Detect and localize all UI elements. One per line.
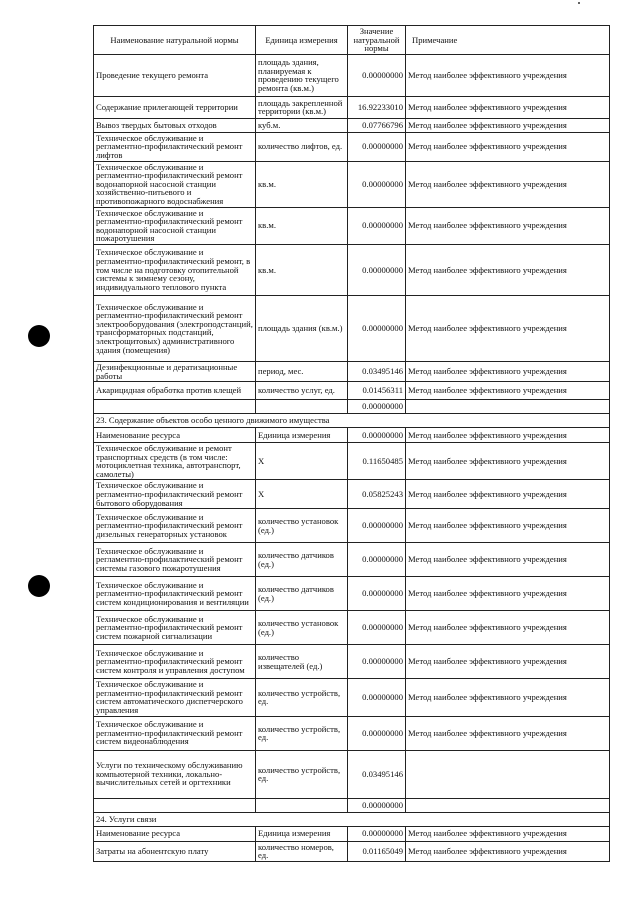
row-value: 0.07766796 xyxy=(348,118,406,132)
row-note: Метод наиболее эффективного учреждения xyxy=(406,611,610,645)
row-unit: количество услуг, ед. xyxy=(256,382,348,400)
section-title-row xyxy=(94,414,610,428)
punch-hole-top xyxy=(28,325,50,347)
table-row xyxy=(94,826,610,841)
row-unit: количество датчиков (ед.) xyxy=(256,577,348,611)
row-name: Техническое обслуживание и регламентно-профилактический ремонт систем пожарной сигнализации xyxy=(94,611,256,645)
row-value: 0.05825243 xyxy=(348,480,406,509)
row-unit xyxy=(256,798,348,812)
scan-speck xyxy=(578,2,580,4)
row-value: 0.11650485 xyxy=(348,443,406,480)
row-name: Вывоз твердых бытовых отходов xyxy=(94,118,256,132)
row-note: Метод наиболее эффективного учреждения xyxy=(406,161,610,207)
row-value: 0.00000000 xyxy=(348,207,406,244)
row-note: Метод наиболее эффективного учреждения xyxy=(406,645,610,679)
table-row xyxy=(94,611,610,645)
row-unit: количество установок (ед.) xyxy=(256,509,348,543)
row-name: Техническое обслуживание и регламентно-профилактический ремонт бытового оборудования xyxy=(94,480,256,509)
row-name: Дезинфекционные и дератизационные работы xyxy=(94,361,256,381)
row-unit: количество номеров, ед. xyxy=(256,841,348,861)
row-value: 0.01456311 xyxy=(348,382,406,400)
row-value: 16.92233010 xyxy=(348,96,406,118)
row-unit: количество устройств, ед. xyxy=(256,679,348,716)
row-name xyxy=(94,798,256,812)
table-row xyxy=(94,716,610,750)
row-note: Метод наиболее эффективного учреждения xyxy=(406,244,610,295)
row-value: 0.03495146 xyxy=(348,750,406,798)
table-row xyxy=(94,361,610,381)
row-note: Метод наиболее эффективного учреждения xyxy=(406,295,610,361)
table-row xyxy=(94,679,610,716)
header-note: Примечание xyxy=(406,26,610,55)
row-name: Наименование ресурса xyxy=(94,826,256,841)
row-note: Метод наиболее эффективного учреждения xyxy=(406,443,610,480)
row-unit: кв.м. xyxy=(256,161,348,207)
row-name: Техническое обслуживание и регламентно-профилактический ремонт водонапорной насосной станции хозяйственно-питьевого и противопожарного водоснабжения xyxy=(94,161,256,207)
row-value: 0.00000000 xyxy=(348,543,406,577)
section-title: 23. Содержание объектов особо ценного движимого имущества xyxy=(94,414,610,428)
table-row xyxy=(94,244,610,295)
table-row xyxy=(94,443,610,480)
row-note: Метод наиболее эффективного учреждения xyxy=(406,382,610,400)
row-unit: площадь здания (кв.м.) xyxy=(256,295,348,361)
table-row xyxy=(94,54,610,96)
table-row xyxy=(94,400,610,414)
table-row xyxy=(94,295,610,361)
row-unit: площадь закрепленной территории (кв.м.) xyxy=(256,96,348,118)
row-name: Техническое обслуживание и регламентно-профилактический ремонт систем кондиционирования и вентиляции xyxy=(94,577,256,611)
row-note: Метод наиболее эффективного учреждения xyxy=(406,361,610,381)
row-value: 0.00000000 xyxy=(348,577,406,611)
table-row xyxy=(94,161,610,207)
row-note: Метод наиболее эффективного учреждения xyxy=(406,841,610,861)
row-note: Метод наиболее эффективного учреждения xyxy=(406,826,610,841)
row-value: 0.00000000 xyxy=(348,161,406,207)
row-value: 0.00000000 xyxy=(348,244,406,295)
row-value: 0.00000000 xyxy=(348,295,406,361)
row-name xyxy=(94,400,256,414)
row-unit xyxy=(256,400,348,414)
row-value: 0.00000000 xyxy=(348,679,406,716)
row-name: Техническое обслуживание и регламентно-профилактический ремонт лифтов xyxy=(94,132,256,161)
norms-table xyxy=(93,25,610,862)
row-value: 0.00000000 xyxy=(348,716,406,750)
row-value: 0.00000000 xyxy=(348,428,406,443)
row-name: Техническое обслуживание и регламентно-профилактический ремонт систем автоматического диспетчерского управления xyxy=(94,679,256,716)
row-note xyxy=(406,750,610,798)
row-note xyxy=(406,798,610,812)
table-row xyxy=(94,841,610,861)
row-name: Услуги по техническому обслуживанию компьютерной техники, локально-вычислительных сетей и оргтехники xyxy=(94,750,256,798)
row-value: 0.00000000 xyxy=(348,798,406,812)
header-name: Наименование натуральной нормы xyxy=(94,26,256,55)
row-unit: количество устройств, ед. xyxy=(256,716,348,750)
row-note: Метод наиболее эффективного учреждения xyxy=(406,132,610,161)
row-name: Наименование ресурса xyxy=(94,428,256,443)
table-row xyxy=(94,480,610,509)
row-name: Техническое обслуживание и регламентно-профилактический ремонт водонапорной насосной станции пожаротушения xyxy=(94,207,256,244)
row-unit: X xyxy=(256,443,348,480)
row-note: Метод наиболее эффективного учреждения xyxy=(406,577,610,611)
row-note: Метод наиболее эффективного учреждения xyxy=(406,679,610,716)
row-name: Техническое обслуживание и регламентно-профилактический ремонт электрооборудования (электроподстанций, трансформаторных подстанций, электрощитовых) административного здания (помещения) xyxy=(94,295,256,361)
row-name: Содержание прилегающей территории xyxy=(94,96,256,118)
row-unit: период, мес. xyxy=(256,361,348,381)
header-value: Значение натуральной нормы xyxy=(348,26,406,55)
row-name: Техническое обслуживание и регламентно-профилактический ремонт, в том числе на подготовку отопительной системы к зимнему сезону, индивидуального теплового пункта xyxy=(94,244,256,295)
row-note: Метод наиболее эффективного учреждения xyxy=(406,96,610,118)
row-unit: количество датчиков (ед.) xyxy=(256,543,348,577)
table-row xyxy=(94,543,610,577)
table-header-row xyxy=(94,26,610,55)
row-unit: Единица измерения xyxy=(256,428,348,443)
section-title: 24. Услуги связи xyxy=(94,812,610,826)
row-note: Метод наиболее эффективного учреждения xyxy=(406,509,610,543)
row-value: 0.00000000 xyxy=(348,645,406,679)
header-unit: Единица измерения xyxy=(256,26,348,55)
row-note xyxy=(406,400,610,414)
row-note: Метод наиболее эффективного учреждения xyxy=(406,54,610,96)
row-name: Техническое обслуживание и регламентно-профилактический ремонт систем контроля и управления доступом xyxy=(94,645,256,679)
row-name: Затраты на абонентскую плату xyxy=(94,841,256,861)
row-value: 0.00000000 xyxy=(348,400,406,414)
row-value: 0.00000000 xyxy=(348,826,406,841)
row-value: 0.00000000 xyxy=(348,611,406,645)
row-note: Метод наиболее эффективного учреждения xyxy=(406,118,610,132)
section-title-row xyxy=(94,812,610,826)
table-row xyxy=(94,577,610,611)
row-note: Метод наиболее эффективного учреждения xyxy=(406,428,610,443)
row-name: Техническое обслуживание и регламентно-профилактический ремонт системы газового пожаротушения xyxy=(94,543,256,577)
row-unit: количество устройств, ед. xyxy=(256,750,348,798)
row-note: Метод наиболее эффективного учреждения xyxy=(406,207,610,244)
row-note: Метод наиболее эффективного учреждения xyxy=(406,480,610,509)
table-row xyxy=(94,645,610,679)
table-row xyxy=(94,798,610,812)
row-unit: X xyxy=(256,480,348,509)
row-unit: кв.м. xyxy=(256,207,348,244)
punch-hole-bottom xyxy=(28,575,50,597)
table-row xyxy=(94,118,610,132)
row-unit: количество извещателей (ед.) xyxy=(256,645,348,679)
row-value: 0.00000000 xyxy=(348,54,406,96)
row-name: Техническое обслуживание и регламентно-профилактический ремонт дизельных генераторных установок xyxy=(94,509,256,543)
row-unit: количество лифтов, ед. xyxy=(256,132,348,161)
table-row xyxy=(94,509,610,543)
row-name: Техническое обслуживание и регламентно-профилактический ремонт систем видеонаблюдения xyxy=(94,716,256,750)
table-row xyxy=(94,382,610,400)
table-row xyxy=(94,750,610,798)
row-unit: куб.м. xyxy=(256,118,348,132)
row-note: Метод наиболее эффективного учреждения xyxy=(406,543,610,577)
row-note: Метод наиболее эффективного учреждения xyxy=(406,716,610,750)
row-unit: кв.м. xyxy=(256,244,348,295)
row-unit: количество установок (ед.) xyxy=(256,611,348,645)
table-row xyxy=(94,132,610,161)
row-name: Проведение текущего ремонта xyxy=(94,54,256,96)
row-unit: площадь здания, планируемая к проведению текущего ремонта (кв.м.) xyxy=(256,54,348,96)
row-value: 0.00000000 xyxy=(348,132,406,161)
row-name: Акарицидная обработка против клещей xyxy=(94,382,256,400)
row-value: 0.00000000 xyxy=(348,509,406,543)
row-name: Техническое обслуживание и ремонт транспортных средств (в том числе: мотоциклетная техника, автотранспорт, самолеты) xyxy=(94,443,256,480)
row-value: 0.03495146 xyxy=(348,361,406,381)
table-row xyxy=(94,96,610,118)
row-value: 0.01165049 xyxy=(348,841,406,861)
row-unit: Единица измерения xyxy=(256,826,348,841)
table-row xyxy=(94,428,610,443)
table-row xyxy=(94,207,610,244)
